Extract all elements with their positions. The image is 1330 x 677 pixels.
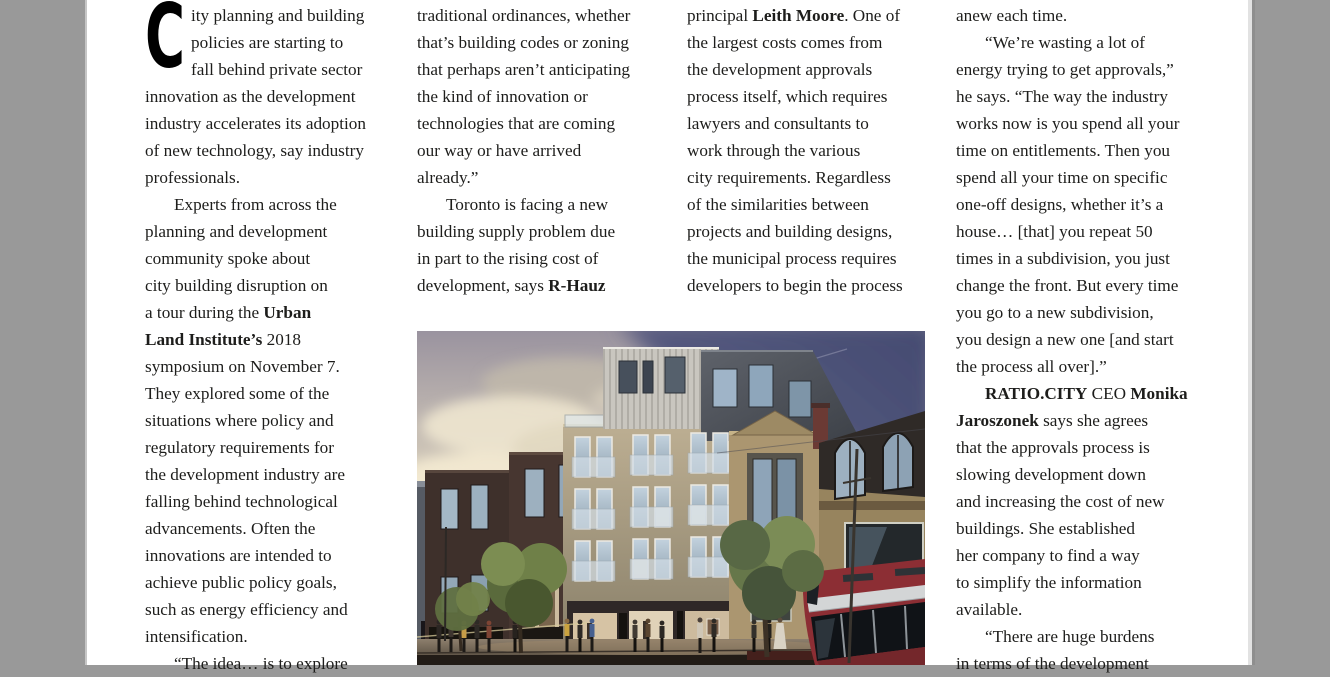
text-line: her company to find a way <box>956 546 1140 565</box>
text-line: the development industry are <box>145 465 345 484</box>
building-rendering-illustration <box>417 331 925 665</box>
text-line: already.” <box>417 168 479 187</box>
text-line: and increasing the cost of new <box>956 492 1165 511</box>
text-line: anew each time. <box>956 6 1068 25</box>
text-line: a tour during the Urban <box>145 303 312 322</box>
text-line: They explored some of the <box>145 384 330 403</box>
text-line: projects and building designs, <box>687 222 893 241</box>
text-line: regulatory requirements for <box>145 438 334 457</box>
text-line: that perhaps aren’t anticipating <box>417 60 631 79</box>
drop-cap: C <box>145 0 186 88</box>
text-line: you go to a new subdivision, <box>956 303 1154 322</box>
text-line: to simplify the information <box>956 573 1142 592</box>
text-line: he says. “The way the industry <box>956 87 1168 106</box>
text-line: innovation as the development <box>145 87 356 106</box>
text-line: development, says R-Hauz <box>417 276 606 295</box>
text-line: house… [that] you repeat 50 <box>956 222 1153 241</box>
text-line: times in a subdivision, you just <box>956 249 1170 268</box>
text-line: “We’re wasting a lot of <box>985 33 1145 52</box>
text-line: developers to begin the process <box>687 276 903 295</box>
text-line: lawyers and consultants to <box>687 114 869 133</box>
text-line: professionals. <box>145 168 240 187</box>
text-line: the development approvals <box>687 60 873 79</box>
text-line: Toronto is facing a new <box>446 195 609 214</box>
text-line: situations where policy and <box>145 411 334 430</box>
text-line: change the front. But every time <box>956 276 1179 295</box>
article-column-3 <box>687 2 919 299</box>
text-line: industry accelerates its adoption <box>145 114 366 133</box>
text-line: symposium on November 7. <box>145 357 340 376</box>
text-line: innovations are intended to <box>145 546 332 565</box>
text-line: in part to the rising cost of <box>417 249 599 268</box>
text-line: Experts from across the <box>174 195 337 214</box>
text-line: one-off designs, whether it’s a <box>956 195 1164 214</box>
text-line: policies are starting to <box>191 33 344 52</box>
article-photo <box>417 331 925 665</box>
text-line: you design a new one [and start <box>956 330 1174 349</box>
text-line: technologies that are coming <box>417 114 616 133</box>
text-line: ity planning and building <box>191 6 365 25</box>
text-line: works now is you spend all your <box>956 114 1180 133</box>
text-line: buildings. She established <box>956 519 1136 538</box>
text-line: available. <box>956 600 1023 619</box>
text-line: falling behind technological <box>145 492 338 511</box>
text-line: of new technology, say industry <box>145 141 364 160</box>
text-line: Jaroszonek says she agrees <box>956 411 1149 430</box>
article-column-1 <box>145 2 385 677</box>
text-line: “There are huge burdens <box>985 627 1155 646</box>
text-line: spend all your time on specific <box>956 168 1168 187</box>
text-line: fall behind private sector <box>191 60 363 79</box>
text-line: time on entitlements. Then you <box>956 141 1171 160</box>
text-line: in terms of the development <box>956 654 1149 673</box>
text-line: the largest costs comes from <box>687 33 883 52</box>
text-line: that the approvals process is <box>956 438 1150 457</box>
text-line: such as energy efficiency and <box>145 600 348 619</box>
text-line: that’s building codes or zoning <box>417 33 629 52</box>
text-line: intensification. <box>145 627 248 646</box>
text-line: our way or have arrived <box>417 141 582 160</box>
text-line: the kind of innovation or <box>417 87 588 106</box>
text-line: energy trying to get approvals,” <box>956 60 1174 79</box>
text-line: achieve public policy goals, <box>145 573 337 592</box>
text-line: the municipal process requires <box>687 249 897 268</box>
text-line: process itself, which requires <box>687 87 888 106</box>
text-line: building supply problem due <box>417 222 616 241</box>
text-line: planning and development <box>145 222 328 241</box>
article-column-2 <box>417 2 651 299</box>
text-line: slowing development down <box>956 465 1146 484</box>
text-line: community spoke about <box>145 249 311 268</box>
text-line: city building disruption on <box>145 276 328 295</box>
text-line: “The idea… is to explore <box>174 654 348 673</box>
text-line: of the similarities between <box>687 195 869 214</box>
text-line: principal Leith Moore. One of <box>687 6 901 25</box>
text-line: Land Institute’s 2018 <box>145 330 301 349</box>
text-line: RATIO.CITY CEO Monika <box>985 384 1188 403</box>
text-line: advancements. Often the <box>145 519 316 538</box>
text-line: work through the various <box>687 141 861 160</box>
article-column-4 <box>956 2 1196 677</box>
text-line: traditional ordinances, whether <box>417 6 631 25</box>
text-line: the process all over].” <box>956 357 1107 376</box>
text-line: city requirements. Regardless <box>687 168 891 187</box>
